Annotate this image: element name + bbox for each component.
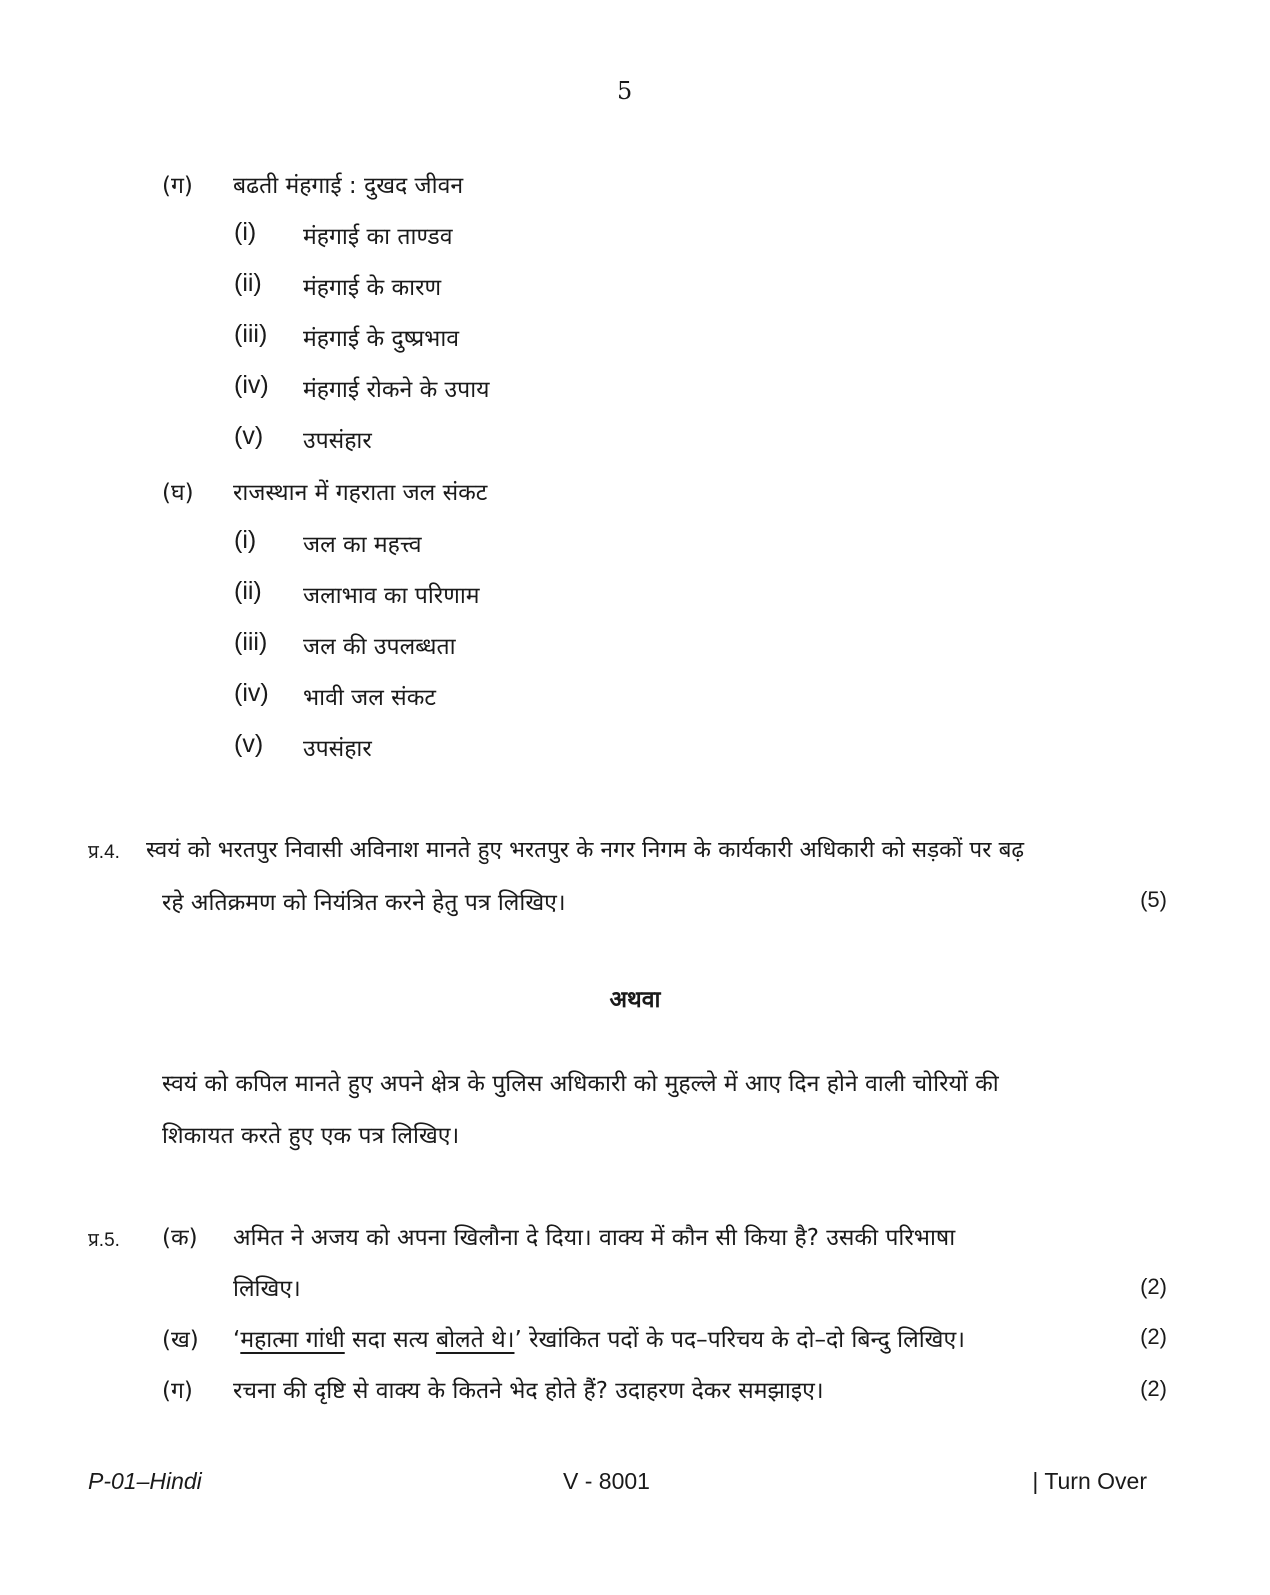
question-4-alt-line-2: शिकायत करते हुए एक पत्र लिखिए। (162, 1123, 460, 1149)
list-item: मंहगाई के दुष्प्रभाव (303, 326, 460, 352)
question-4-marks: (5) (1140, 887, 1167, 912)
list-item-number: (ii) (234, 577, 262, 605)
section-ga-marker: (ग) (162, 173, 193, 199)
question-5-kha-marker: (ख) (162, 1327, 199, 1353)
list-item: उपसंहार (303, 736, 372, 762)
list-item: भावी जल संकट (303, 685, 436, 711)
question-5-ka-line-2: लिखिए। (233, 1276, 301, 1302)
question-4-line-1: स्वयं को भरतपुर निवासी अविनाश मानते हुए भरतपुर के नगर निगम के कार्यकारी अधिकारी को सड़कों पर बढ़ (146, 837, 1025, 863)
list-item-number: (ii) (234, 269, 262, 297)
question-4-line-2: रहे अतिक्रमण को नियंत्रित करने हेतु पत्र लिखिए। (162, 890, 566, 916)
footer-turn-over: | Turn Over (1032, 1468, 1147, 1494)
list-item: जल का महत्त्व (303, 532, 422, 558)
footer-series-code: V - 8001 (563, 1468, 650, 1494)
underlined-term-1: महात्मा गांधी (240, 1327, 345, 1353)
list-item: जल की उपलब्धता (303, 634, 456, 660)
list-item: मंहगाई रोकने के उपाय (303, 377, 490, 403)
section-ga-title: बढती मंहगाई : दुखद जीवन (233, 173, 464, 199)
section-gha-title: राजस्थान में गहराता जल संकट (233, 480, 488, 506)
question-4-number: प्र.4. (88, 842, 120, 863)
list-item-number: (iv) (234, 679, 269, 707)
list-item-number: (v) (234, 730, 264, 758)
page-number: 5 (617, 77, 633, 105)
list-item-number: (i) (234, 218, 257, 246)
quote-open: ‘ (233, 1327, 241, 1353)
question-5-ka-marks: (2) (1140, 1274, 1167, 1299)
question-5-ga-text: रचना की दृष्टि से वाक्य के कितने भेद होते हैं? उदाहरण देकर समझाइए। (233, 1378, 824, 1404)
question-5-kha-text (233, 1322, 965, 1354)
underlined-term-2: बोलते थे। (435, 1327, 515, 1353)
list-item: मंहगाई का ताण्डव (303, 224, 453, 250)
question-5-kha-rest: ’ रेखांकित पदों के पद–परिचय के दो–दो बिन्दु लिखिए। (514, 1327, 965, 1353)
list-item-number: (iv) (234, 371, 269, 399)
question-5-ga-marks: (2) (1140, 1376, 1167, 1401)
question-5-ka-line-1: अमित ने अजय को अपना खिलौना दे दिया। वाक्य में कौन सी किया है? उसकी परिभाषा (233, 1225, 956, 1251)
list-item-number: (iii) (234, 320, 268, 348)
list-item: उपसंहार (303, 428, 372, 454)
list-item-number: (v) (234, 422, 264, 450)
list-item: जलाभाव का परिणाम (303, 583, 480, 609)
question-5-ka-marker: (क) (162, 1225, 198, 1251)
list-item-number: (i) (234, 526, 257, 554)
list-item: मंहगाई के कारण (303, 275, 442, 301)
question-5-number: प्र.5. (88, 1230, 120, 1251)
question-4-alt-line-1: स्वयं को कपिल मानते हुए अपने क्षेत्र के पुलिस अधिकारी को मुहल्ले में आए दिन होने वाली चोरियों की (162, 1071, 999, 1097)
footer-paper-code: P-01–Hindi (88, 1468, 202, 1494)
question-5-kha-marks: (2) (1140, 1324, 1167, 1349)
question-5-ga-marker: (ग) (162, 1378, 193, 1404)
sentence-middle: सदा सत्य (344, 1327, 436, 1353)
or-label: अथवा (609, 987, 661, 1013)
list-item-number: (iii) (234, 628, 268, 656)
section-gha-marker: (घ) (162, 480, 194, 506)
